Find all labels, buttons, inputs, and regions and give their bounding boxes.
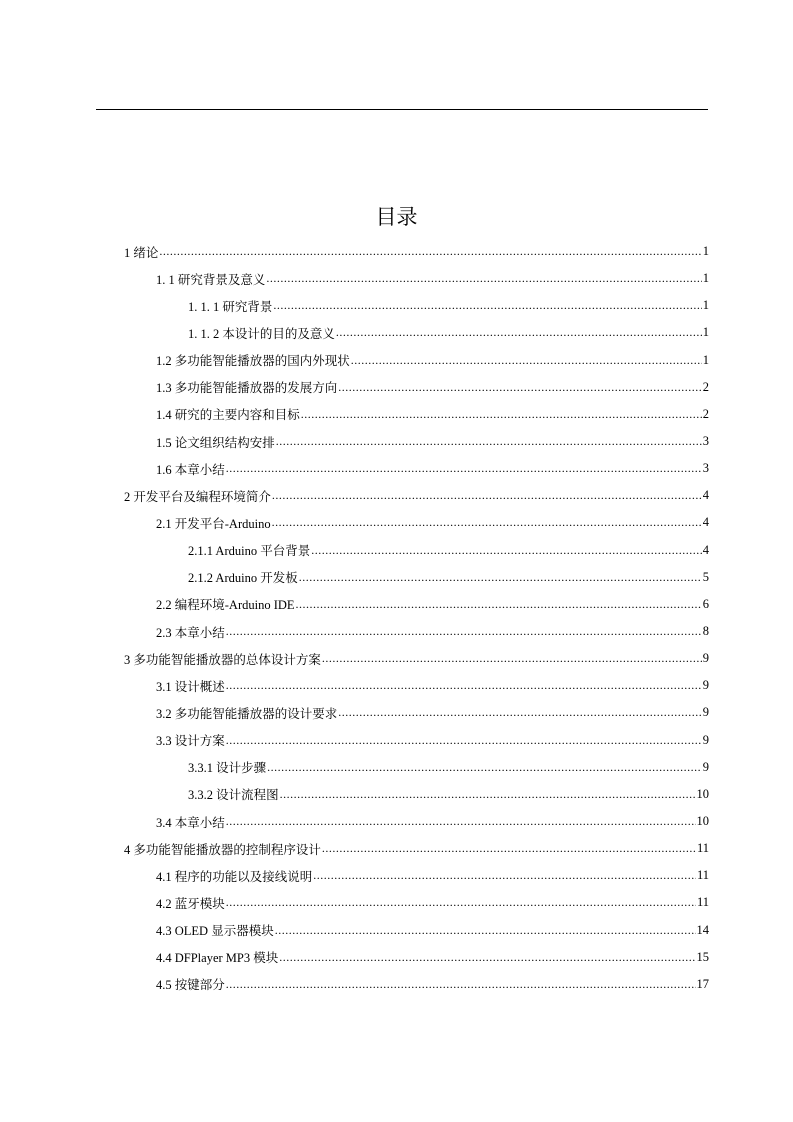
toc-dot-leader bbox=[272, 515, 702, 530]
toc-entry-page-number: 17 bbox=[696, 976, 709, 991]
toc-title: 目录 bbox=[375, 205, 418, 229]
toc-entry-page-number: 4 bbox=[702, 515, 709, 530]
toc-dot-leader bbox=[299, 570, 702, 585]
toc-entry-label: 2.1.2 Arduino 开发板 bbox=[188, 568, 299, 586]
toc-entry-page-number: 4 bbox=[702, 542, 709, 557]
toc-entry-label: 4.5 按键部分 bbox=[156, 975, 226, 993]
toc-entry-label: 2.1 开发平台-Arduino bbox=[156, 514, 272, 532]
toc-entry-label: 4.2 蓝牙模块 bbox=[156, 894, 226, 912]
toc-entry-page-number: 9 bbox=[702, 678, 709, 693]
toc-entry-page-number: 15 bbox=[696, 949, 709, 964]
toc-entry-page-number: 6 bbox=[702, 596, 709, 611]
toc-entry[interactable] bbox=[188, 781, 709, 808]
toc-entry-page-number: 3 bbox=[702, 461, 709, 476]
toc-entry[interactable] bbox=[156, 862, 709, 889]
toc-entry-label: 3.4 本章小结 bbox=[156, 813, 226, 831]
toc-entry-label: 4.4 DFPlayer MP3 模块 bbox=[156, 948, 279, 966]
toc-entry[interactable] bbox=[124, 835, 709, 862]
toc-dot-leader bbox=[336, 325, 702, 340]
toc-entry-label: 1.5 论文组织结构安排 bbox=[156, 433, 276, 451]
toc-dot-leader bbox=[267, 760, 702, 775]
toc-entry-label: 3.1 设计概述 bbox=[156, 677, 226, 695]
toc-dot-leader bbox=[226, 895, 696, 910]
toc-entry-page-number: 11 bbox=[696, 841, 709, 856]
toc-dot-leader bbox=[351, 353, 702, 368]
toc-entry[interactable] bbox=[188, 754, 709, 781]
toc-entry[interactable] bbox=[156, 944, 709, 971]
toc-entry-label: 2.3 本章小结 bbox=[156, 623, 226, 641]
toc-dot-leader bbox=[280, 787, 696, 802]
toc-entry-page-number: 3 bbox=[702, 434, 709, 449]
toc-dot-leader bbox=[279, 950, 695, 965]
toc-dot-leader bbox=[322, 841, 696, 856]
toc-entry-label: 2.2 编程环境-Arduino IDE bbox=[156, 595, 296, 613]
toc-entry[interactable] bbox=[156, 455, 709, 482]
toc-entry[interactable] bbox=[156, 428, 709, 455]
toc-list bbox=[0, 238, 793, 998]
toc-entry-page-number: 9 bbox=[702, 651, 709, 666]
toc-dot-leader bbox=[159, 244, 701, 259]
toc-entry-page-number: 10 bbox=[696, 814, 709, 829]
toc-entry-label: 4 多功能智能播放器的控制程序设计 bbox=[124, 840, 322, 858]
toc-entry[interactable] bbox=[156, 971, 709, 998]
toc-entry-label: 3.3.2 设计流程图 bbox=[188, 785, 280, 803]
toc-entry-page-number: 1 bbox=[702, 244, 709, 259]
toc-entry-label: 3 多功能智能播放器的总体设计方案 bbox=[124, 650, 322, 668]
toc-entry-page-number: 11 bbox=[696, 895, 709, 910]
toc-dot-leader bbox=[226, 733, 702, 748]
toc-entry-label: 2.1.1 Arduino 平台背景 bbox=[188, 541, 311, 559]
toc-entry[interactable] bbox=[124, 482, 709, 509]
toc-entry[interactable] bbox=[156, 889, 709, 916]
toc-entry-page-number: 9 bbox=[702, 759, 709, 774]
toc-entry[interactable] bbox=[156, 509, 709, 536]
toc-entry-label: 1.2 多功能智能播放器的国内外现状 bbox=[156, 351, 351, 369]
toc-entry[interactable] bbox=[156, 699, 709, 726]
toc-dot-leader bbox=[272, 488, 702, 503]
toc-dot-leader bbox=[266, 271, 701, 286]
toc-dot-leader bbox=[296, 597, 702, 612]
toc-entry[interactable] bbox=[156, 347, 709, 374]
toc-entry[interactable] bbox=[156, 591, 709, 618]
toc-entry-page-number: 1 bbox=[702, 271, 709, 286]
toc-entry-label: 1.3 多功能智能播放器的发展方向 bbox=[156, 378, 338, 396]
toc-entry-page-number: 10 bbox=[696, 786, 709, 801]
toc-entry-page-number: 5 bbox=[702, 569, 709, 584]
toc-dot-leader bbox=[275, 923, 696, 938]
toc-entry-page-number: 1 bbox=[702, 298, 709, 313]
toc-entry-page-number: 1 bbox=[702, 352, 709, 367]
toc-entry-label: 1.6 本章小结 bbox=[156, 460, 226, 478]
toc-dot-leader bbox=[226, 814, 696, 829]
toc-dot-leader bbox=[226, 678, 702, 693]
toc-entry[interactable] bbox=[156, 374, 709, 401]
toc-entry-page-number: 2 bbox=[702, 379, 709, 394]
toc-dot-leader bbox=[311, 543, 702, 558]
toc-entry-label: 3.3.1 设计步骤 bbox=[188, 758, 267, 776]
toc-entry-label: 1. 1. 1 研究背景 bbox=[188, 297, 273, 315]
toc-dot-leader bbox=[322, 651, 702, 666]
toc-entry-label: 2 开发平台及编程环境简介 bbox=[124, 487, 272, 505]
toc-entry[interactable] bbox=[188, 564, 709, 591]
toc-dot-leader bbox=[276, 434, 702, 449]
toc-dot-leader bbox=[338, 705, 701, 720]
toc-dot-leader bbox=[313, 868, 696, 883]
toc-entry-page-number: 14 bbox=[696, 922, 709, 937]
toc-entry[interactable] bbox=[156, 727, 709, 754]
toc-entry-label: 3.2 多功能智能播放器的设计要求 bbox=[156, 704, 338, 722]
toc-entry[interactable] bbox=[156, 808, 709, 835]
toc-dot-leader bbox=[273, 298, 701, 313]
toc-entry-page-number: 9 bbox=[702, 705, 709, 720]
toc-entry-label: 1 绪论 bbox=[124, 243, 159, 261]
toc-entry[interactable] bbox=[156, 401, 709, 428]
toc-entry-label: 1. 1 研究背景及意义 bbox=[156, 270, 266, 288]
toc-entry-label: 4.3 OLED 显示器模块 bbox=[156, 921, 275, 939]
toc-dot-leader bbox=[226, 461, 702, 476]
toc-dot-leader bbox=[338, 380, 701, 395]
toc-entry-label: 3.3 设计方案 bbox=[156, 731, 226, 749]
toc-entry-page-number: 4 bbox=[702, 488, 709, 503]
toc-entry-label: 1.4 研究的主要内容和目标 bbox=[156, 405, 301, 423]
toc-entry[interactable] bbox=[156, 917, 709, 944]
toc-entry-page-number: 2 bbox=[702, 406, 709, 421]
toc-entry-page-number: 1 bbox=[702, 325, 709, 340]
toc-entry-label: 4.1 程序的功能以及接线说明 bbox=[156, 867, 313, 885]
toc-dot-leader bbox=[301, 407, 702, 422]
toc-dot-leader bbox=[226, 977, 696, 992]
header-rule bbox=[96, 109, 708, 110]
toc-entry-page-number: 8 bbox=[702, 624, 709, 639]
toc-entry[interactable] bbox=[188, 319, 709, 346]
toc-entry[interactable] bbox=[156, 265, 709, 292]
toc-entry[interactable] bbox=[124, 645, 709, 672]
toc-entry-page-number: 9 bbox=[702, 732, 709, 747]
toc-entry-label: 1. 1. 2 本设计的目的及意义 bbox=[188, 324, 336, 342]
toc-entry-page-number: 11 bbox=[696, 868, 709, 883]
toc-entry[interactable] bbox=[156, 618, 709, 645]
toc-entry[interactable] bbox=[156, 672, 709, 699]
toc-entry[interactable] bbox=[124, 238, 709, 265]
toc-entry[interactable] bbox=[188, 537, 709, 564]
toc-dot-leader bbox=[226, 624, 702, 639]
toc-entry[interactable] bbox=[188, 292, 709, 319]
